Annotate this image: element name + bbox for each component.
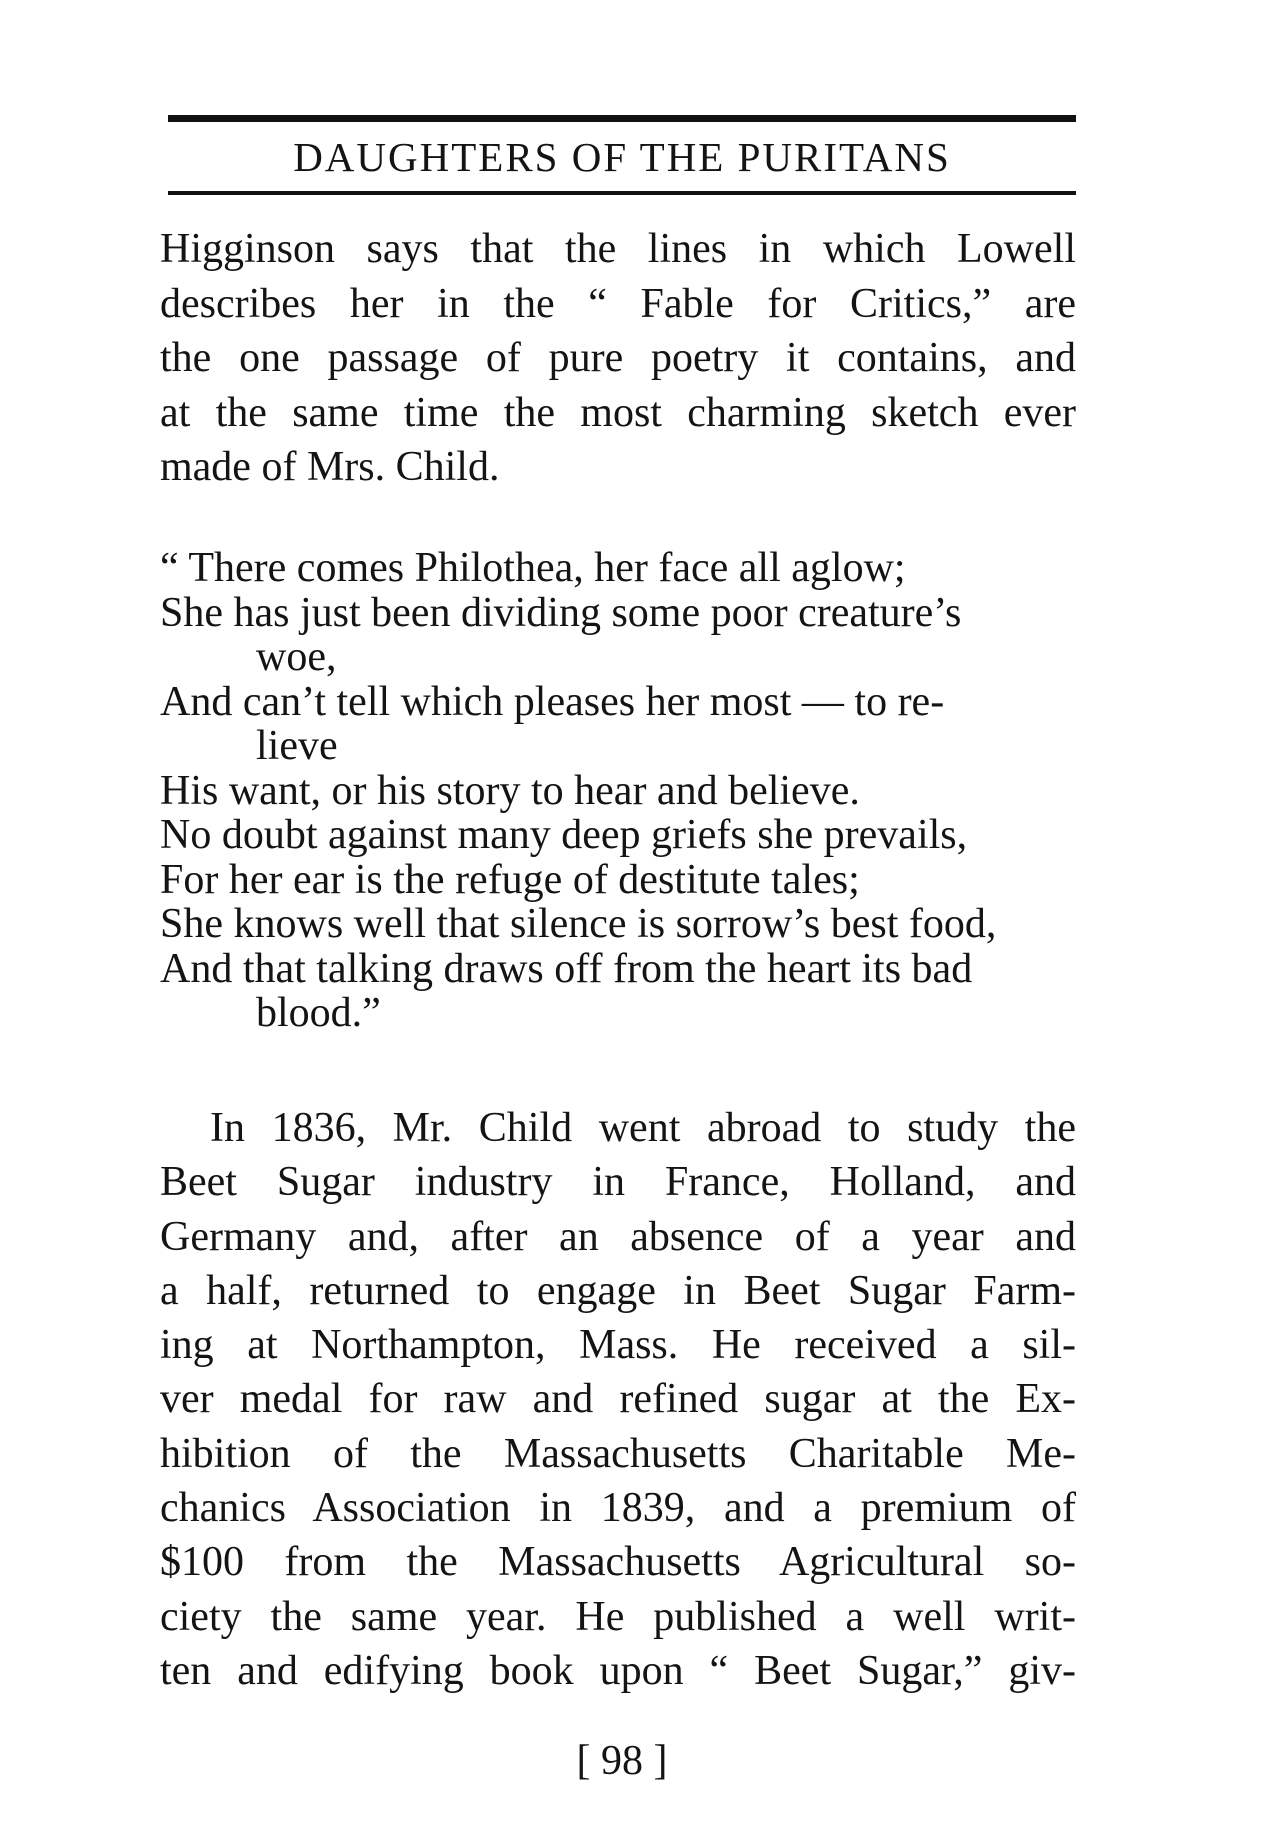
verse-line-continuation: woe, <box>256 634 337 680</box>
text-line: chanics Association in 1839, and a premium of <box>160 1485 1076 1532</box>
verse-line-continuation: lieve <box>256 723 338 769</box>
text-line: the one passage of pure poetry it contains, and <box>160 335 1076 381</box>
header-rule-bottom <box>168 191 1076 195</box>
text-line: $100 from the Massachusetts Agricultural so- <box>160 1539 1076 1586</box>
text-line: Beet Sugar industry in France, Holland, and <box>160 1159 1076 1206</box>
running-head: DAUGHTERS OF THE PURITANS <box>293 134 951 180</box>
text-line: hibition of the Massachusetts Charitable Me- <box>160 1430 1076 1477</box>
verse-line: She has just been dividing some poor creature’s <box>160 589 962 636</box>
text-line: made of Mrs. Child. <box>160 444 500 490</box>
verse-line: “ There comes Philothea, her face all aglow; <box>160 545 906 591</box>
verse-line: And can’t tell which pleases her most — to re- <box>160 678 945 725</box>
verse-line: No doubt against many deep griefs she prevails, <box>160 812 968 858</box>
text-line: a half, returned to engage in Beet Sugar Farm- <box>160 1267 1076 1314</box>
text-line: ten and edifying book upon “ Beet Sugar,” giv- <box>160 1647 1076 1694</box>
text-line: ciety the same year. He published a well writ- <box>160 1593 1076 1640</box>
verse-line: His want, or his story to hear and believe. <box>160 767 860 814</box>
verse-line: For her ear is the refuge of destitute tales; <box>160 856 860 903</box>
verse-line: And that talking draws off from the heart its bad <box>160 945 973 992</box>
text-line: In 1836, Mr. Child went abroad to study the <box>210 1105 1076 1151</box>
text-line: ver medal for raw and refined sugar at the Ex- <box>160 1376 1076 1423</box>
paragraph-beet-sugar <box>160 1101 1076 1698</box>
text-line: ing at Northampton, Mass. He received a sil- <box>160 1322 1076 1369</box>
text-line: at the same time the most charming sketch ever <box>160 389 1076 436</box>
paragraph-higginson <box>160 222 1076 495</box>
header-rule-top <box>168 115 1076 122</box>
text-line: describes her in the “ Fable for Critics,” are <box>160 280 1076 327</box>
text-line: Germany and, after an absence of a year and <box>160 1213 1076 1260</box>
text-line: Higginson says that the lines in which Lowell <box>160 226 1076 272</box>
verse-line: She knows well that silence is sorrow’s best food, <box>160 901 997 947</box>
verse-quotation <box>160 546 1076 1036</box>
verse-line-continuation: blood.” <box>256 990 381 1036</box>
page-number: [ 98 ] <box>576 1738 668 1784</box>
